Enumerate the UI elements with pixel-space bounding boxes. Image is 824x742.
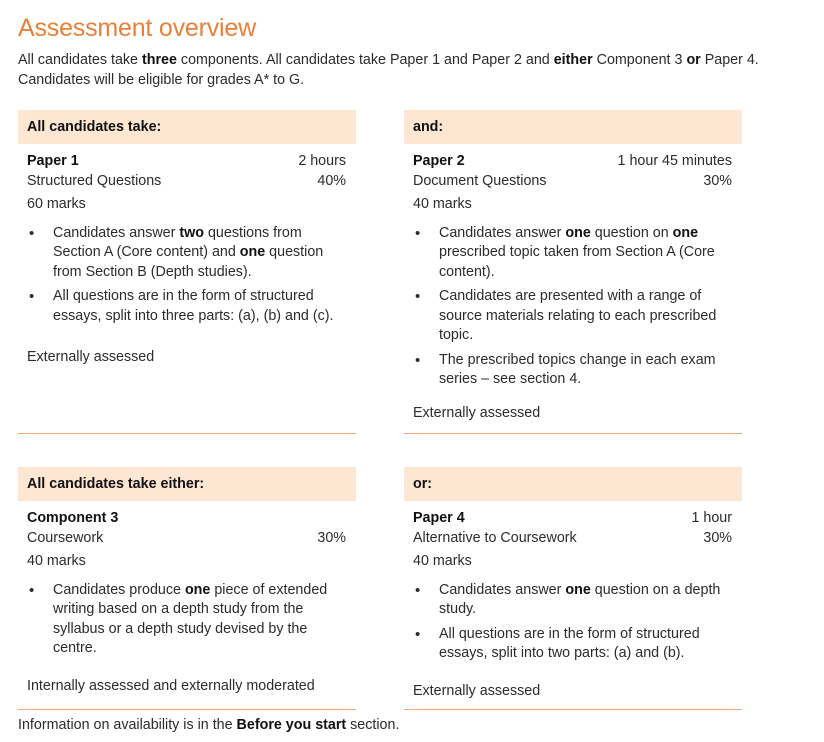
card-header: All candidates take either: <box>18 467 356 501</box>
assessment-type: Externally assessed <box>413 404 541 421</box>
component-name: Paper 4 <box>413 510 465 526</box>
bullet-item: • The prescribed topics change in each exam series – see section 4. <box>413 351 732 390</box>
component-marks: 40 marks <box>413 196 472 212</box>
section-divider <box>404 433 742 434</box>
footer-text: section. <box>346 717 400 733</box>
intro-text: All candidates take <box>18 52 142 68</box>
bullet-item: • Candidates are presented with a range of source materials relating to each prescribed topic. <box>413 287 732 346</box>
component-type: Structured Questions <box>27 172 162 189</box>
component-weight: 30% <box>317 529 346 546</box>
component-name: Paper 1 <box>27 153 79 169</box>
bullet-item: • All questions are in the form of structured essays, split into two parts: (a) and (b). <box>413 625 732 664</box>
component-name: Paper 2 <box>413 153 465 169</box>
footer-emphasis: Before you start <box>236 717 347 733</box>
component-card-paper-1 <box>18 110 356 368</box>
intro-emphasis: three <box>141 52 177 68</box>
intro-text: Component 3 <box>592 52 687 68</box>
component-type: Alternative to Coursework <box>413 529 577 546</box>
component-duration: 1 hour <box>691 510 732 526</box>
component-card-component-3 <box>18 467 356 696</box>
component-marks: 40 marks <box>413 553 472 569</box>
assessment-type: Internally assessed and externally moderated <box>27 677 315 694</box>
intro-emphasis: either <box>553 52 593 68</box>
bullet-item: • Candidates answer one question on one prescribed topic taken from Section A (Core content). <box>413 224 732 283</box>
bullet-item: • Candidates answer one question on a depth study. <box>413 581 732 620</box>
card-header: All candidates take: <box>18 110 356 144</box>
component-weight: 40% <box>317 172 346 189</box>
assessment-type: Externally assessed <box>27 349 155 365</box>
section-divider <box>18 709 356 710</box>
bullet-list <box>413 224 732 390</box>
component-marks: 40 marks <box>27 553 86 569</box>
component-weight: 30% <box>703 172 732 189</box>
bullet-item: • Candidates produce one piece of extended writing based on a depth study from the syllabus or a depth study devised by the centre. <box>27 581 346 659</box>
component-duration: 1 hour 45 minutes <box>617 153 732 169</box>
component-type: Coursework <box>27 529 104 546</box>
page-title: Assessment overview <box>18 14 256 42</box>
bullet-list <box>27 581 346 659</box>
component-type: Document Questions <box>413 172 547 189</box>
section-divider <box>18 433 356 434</box>
component-marks: 60 marks <box>27 196 86 212</box>
bullet-item: • All questions are in the form of structured essays, split into three parts: (a), (b) and (c). <box>27 287 346 326</box>
section-divider <box>404 709 742 710</box>
bullet-list <box>413 581 732 664</box>
component-duration: 2 hours <box>298 153 346 169</box>
assessment-type: Externally assessed <box>413 682 541 699</box>
component-card-paper-4 <box>404 467 742 701</box>
footer-note <box>18 716 399 736</box>
intro-text: components. All candidates take Paper 1 and Paper 2 and <box>176 52 554 68</box>
component-card-paper-2 <box>404 110 742 423</box>
card-header: and: <box>404 110 742 144</box>
component-name: Component 3 <box>27 510 119 526</box>
bullet-list <box>27 224 346 327</box>
bullet-item: • Candidates answer two questions from Section A (Core content) and one question from Section B (Depth studies). <box>27 224 346 283</box>
footer-text: Information on availability is in the <box>18 717 237 733</box>
intro-text: Paper 4. Candidates will be eligible for grades A* to G. <box>18 52 759 88</box>
card-header: or: <box>404 467 742 501</box>
intro-paragraph <box>18 51 808 90</box>
component-weight: 30% <box>703 529 732 546</box>
intro-emphasis: or <box>686 52 701 68</box>
